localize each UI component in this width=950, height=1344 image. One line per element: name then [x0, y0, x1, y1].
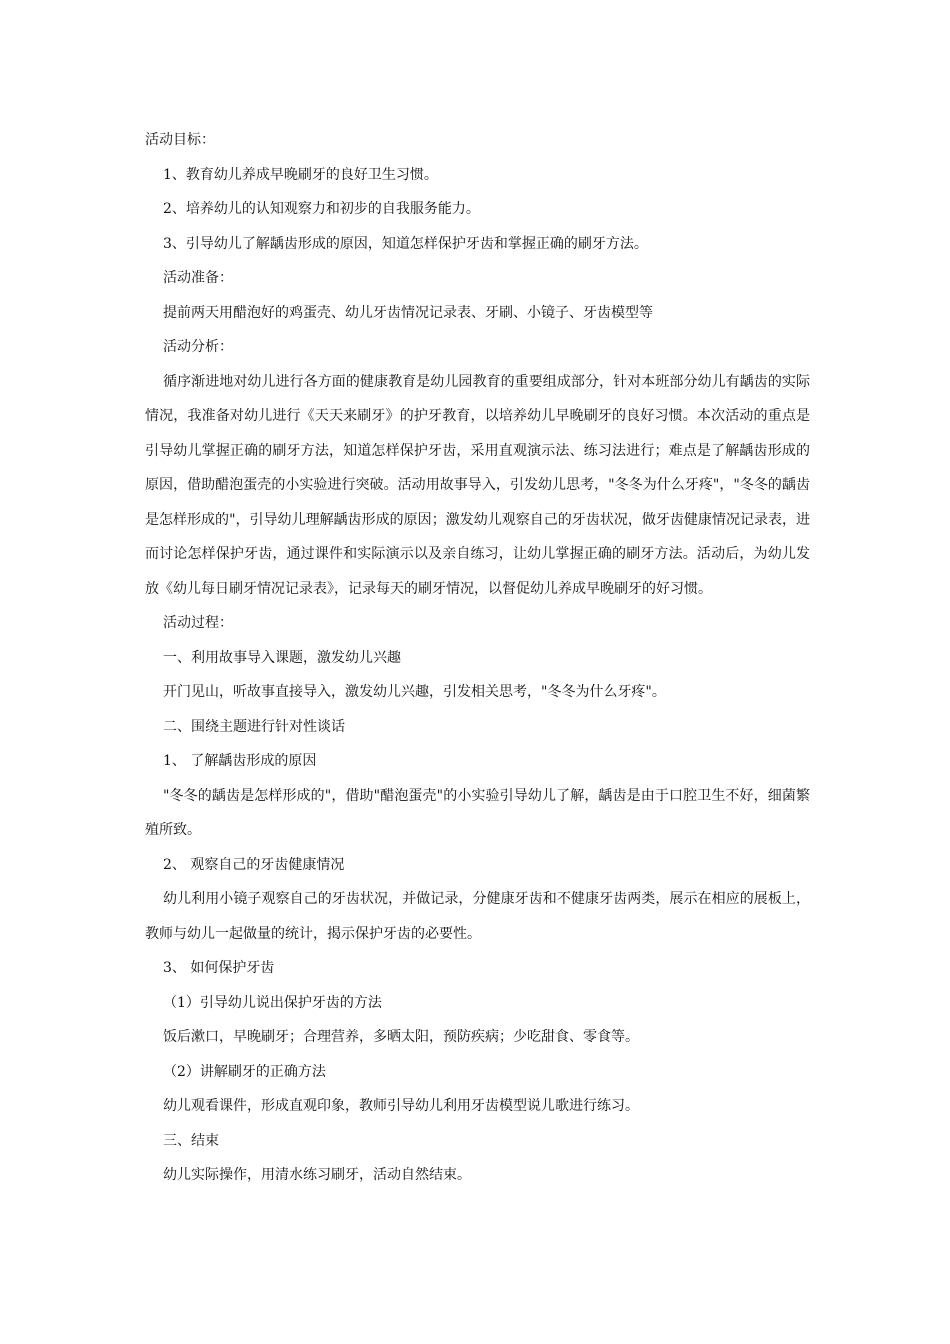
- subsection-1-heading: 1、 了解龋齿形成的原因: [163, 753, 317, 769]
- subsection-2-heading: 2、 观察自己的牙齿健康情况: [163, 856, 345, 873]
- section-heading-preparation: 活动准备：: [163, 270, 233, 286]
- section-heading-analysis: 活动分析：: [163, 339, 233, 355]
- subsection-3-item-1-text: 饭后漱口，早晚刷牙；合理营养，多晒太阳，预防疾病；少吃甜食、零食等。: [163, 1029, 639, 1045]
- process-step-2-heading: 二、围绕主题进行针对性谈话: [163, 718, 345, 735]
- section-heading-goals: 活动目标：: [145, 132, 215, 148]
- subsection-3-item-2-heading: （2）讲解刷牙的正确方法: [163, 1063, 326, 1080]
- section-heading-process: 活动过程：: [163, 615, 233, 631]
- subsection-3-item-1-heading: （1）引导幼儿说出保护牙齿的方法: [163, 994, 382, 1011]
- subsection-3-item-2-text: 幼儿观看课件，形成直观印象，教师引导幼儿利用牙齿模型说儿歌进行练习。: [163, 1098, 639, 1114]
- document-body: [145, 123, 810, 1193]
- process-step-3-text: 幼儿实际操作，用清水练习刷牙，活动自然结束。: [163, 1167, 471, 1183]
- process-step-3-heading: 三、结束: [163, 1132, 219, 1149]
- goal-item-3: 3、引导幼儿了解龋齿形成的原因，知道怎样保护牙齿和掌握正确的刷牙方法。: [163, 235, 648, 252]
- analysis-paragraph: 循序渐进地对幼儿进行各方面的健康教育是幼儿园教育的重要组成部分，针对本班部分幼儿有龋齿的实际情况，我准备对幼儿进行《天天来刷牙》的护牙教育，以培养幼儿早晚刷牙的良好习惯。本次活动的重点是引导幼儿掌握正确的刷牙方法，知道怎样保护牙齿，采用直观演示法、练习法进行；难点是了解龋齿形成的原因，借助醋泡蛋壳的小实验进行突破。活动用故事导入，引发幼儿思考，"冬冬为什么牙疼"，"冬冬的龋齿是怎样形成的"，引导幼儿理解龋齿形成的原因；激发幼儿观察自己的牙齿状况，做牙齿健康情况记录表，进而讨论怎样保护牙齿，通过课件和实际演示以及亲自练习，让幼儿掌握正确的刷牙方法。活动后，为幼儿发放《幼儿每日刷牙情况记录表》，记录每天的刷牙情况，以督促幼儿养成早晚刷牙的好习惯。: [145, 373, 810, 597]
- subsection-2-text: 幼儿利用小镜子观察自己的牙齿状况，并做记录，分健康牙齿和不健康牙齿两类，展示在相应的展板上，教师与幼儿一起做量的统计，揭示保护牙齿的必要性。: [145, 891, 810, 942]
- subsection-3-heading: 3、 如何保护牙齿: [163, 960, 275, 976]
- process-step-1-text: 开门见山，听故事直接导入，激发幼儿兴趣，引发相关思考，"冬冬为什么牙疼"。: [163, 684, 666, 700]
- process-step-1-heading: 一、利用故事导入课题，激发幼儿兴趣: [163, 649, 401, 666]
- goal-item-2: 2、培养幼儿的认知观察力和初步的自我服务能力。: [163, 201, 480, 217]
- goal-item-1: 1、教育幼儿养成早晚刷牙的良好卫生习惯。: [163, 166, 438, 183]
- preparation-text: 提前两天用醋泡好的鸡蛋壳、幼儿牙齿情况记录表、牙刷、小镜子、牙齿模型等: [163, 304, 653, 321]
- subsection-1-text: "冬冬的龋齿是怎样形成的"，借助"醋泡蛋壳"的小实验引导幼儿了解，龋齿是由于口腔卫生不好，细菌繁殖所致。: [145, 787, 810, 838]
